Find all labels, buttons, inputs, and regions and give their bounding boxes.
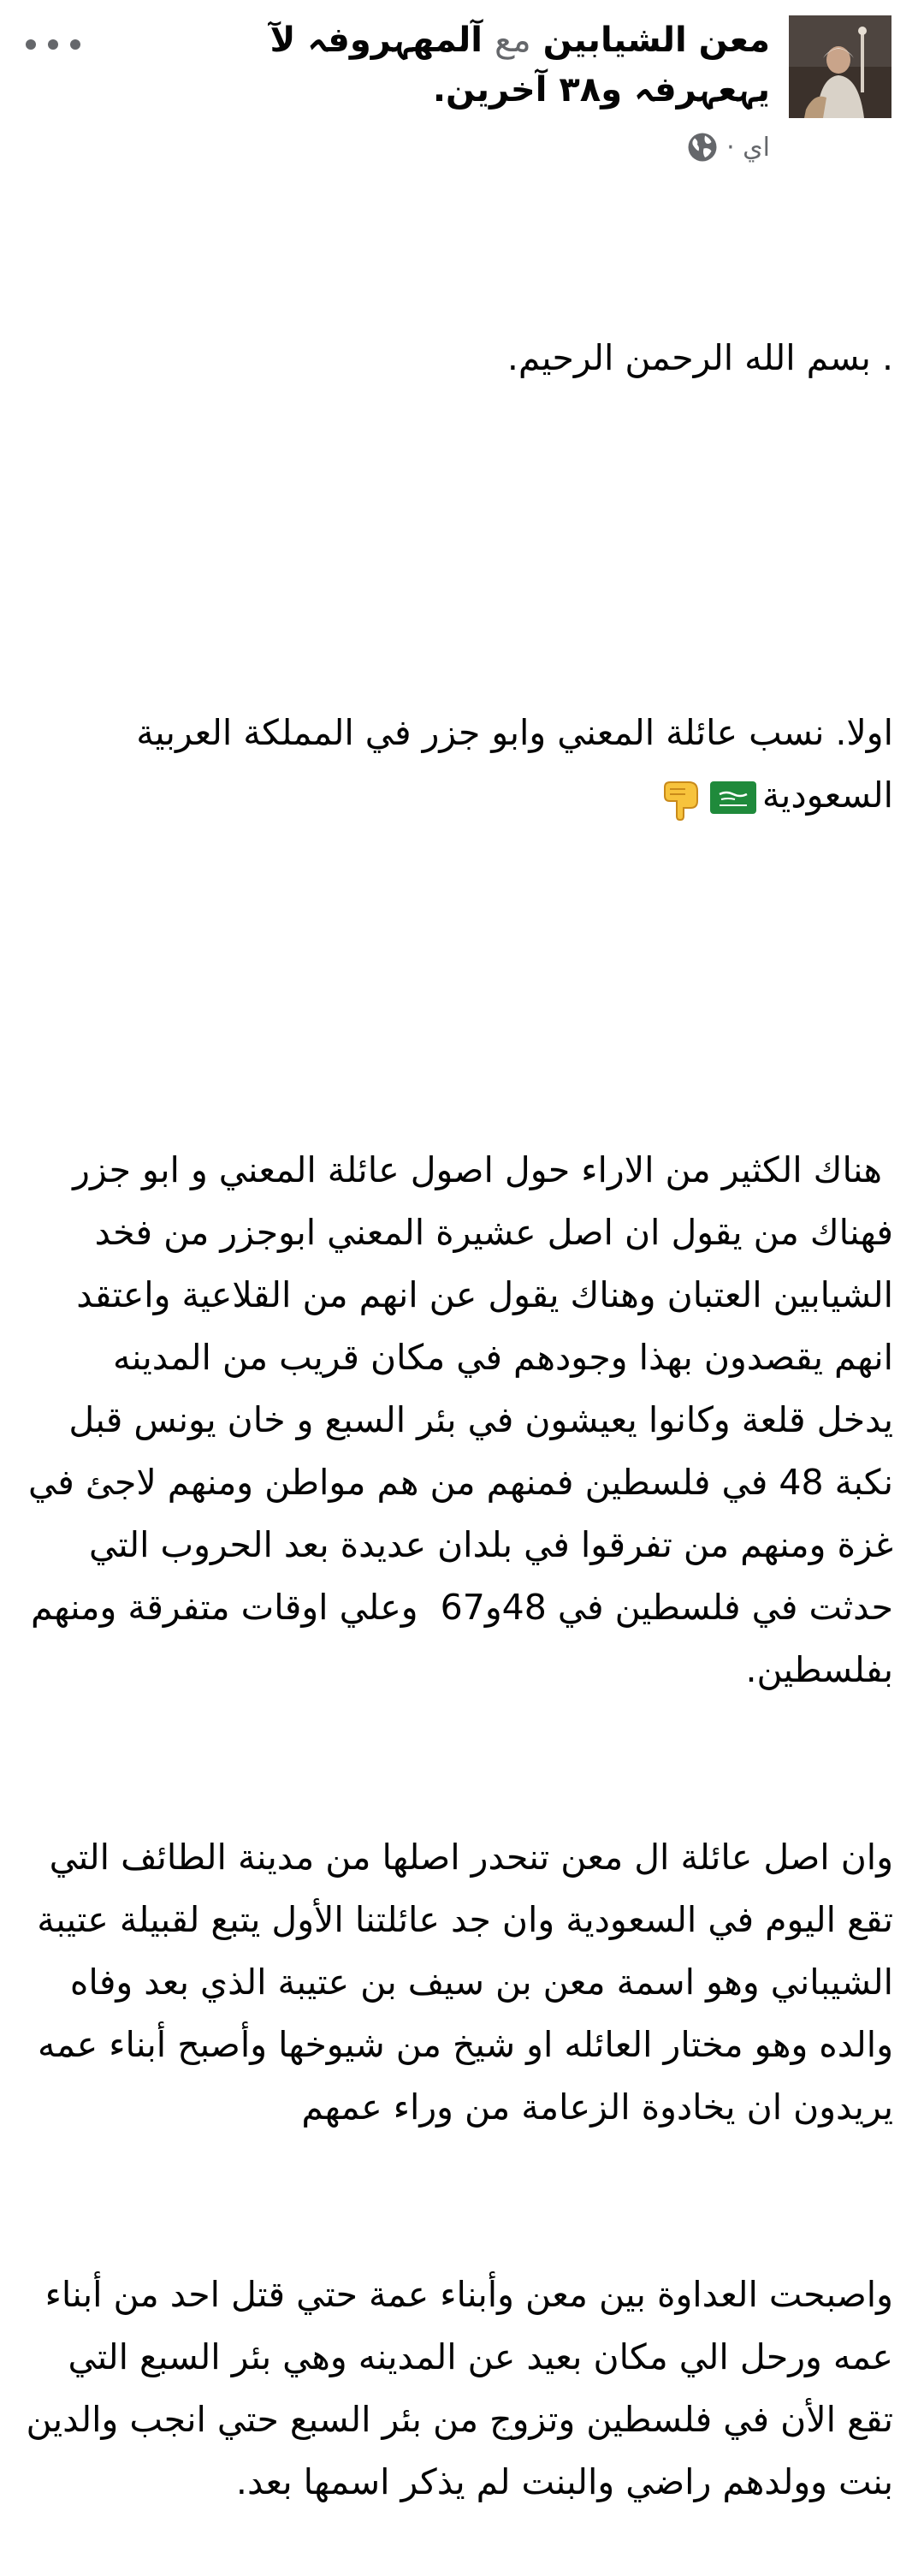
- post-header: [0, 12, 924, 163]
- more-horizontal-icon: [48, 39, 58, 50]
- heading-paragraph: [26, 702, 893, 827]
- globe-icon[interactable]: [687, 132, 718, 163]
- basmala-paragraph: . بسم الله الرحمن الرحيم.: [506, 337, 893, 378]
- paragraph-gap: [26, 952, 893, 1014]
- more-horizontal-icon: [26, 39, 36, 50]
- post-meta: [687, 132, 770, 163]
- author-line: [137, 15, 770, 115]
- body-paragraph-2: وان اصل عائلة ال معن تنحدر اصلها من مدينة الطائف التي تقع اليوم في السعودية وان جد عائلتنا الأول يتبع لقبيلة عتيبة الشيباني وهو اسمة معن بن سيف بن عتيبة الذي بعد وفاه والده وهو مختار العائله او شيخ من شيوخها وأصبح أبناء عمه يريدون ان يخادوة الزعامة من وراء عمهم: [26, 1837, 893, 2128]
- more-horizontal-icon: [70, 39, 80, 50]
- backhand-index-pointing-down-icon: [660, 775, 704, 820]
- more-options-button[interactable]: [26, 27, 80, 62]
- post-body: [15, 202, 893, 2576]
- saudi-flag-icon: [709, 781, 757, 815]
- author-name[interactable]: معن الشيابين: [542, 21, 770, 60]
- post-time[interactable]: اي ·: [726, 132, 770, 163]
- body-paragraph-1: هناك الكثير من الاراء حول اصول عائلة المعني و ابو جزر فهناك من يقول ان اصل عشيرة المعني ابوجزر من فخد الشيابين العتبان وهناك يقول عن انهم من القلاعية واعتقد انهم يقصدون بهذا وجودهم في مكان قريب من المدينه يدخل قلعة وكانوا يعيشون في بئر السبع و خان يونس قبل نكبة 48 في فلسطين فمنهم من هم مواطن ومنهم لاجئ في غزة ومنهم من تفرقوا في بلدان عديدة بعد الحروب التي حدثت في فلسطين في 48و67 وعلي اوقات متفرقة ومنهم بفلسطين.: [16, 1149, 893, 1690]
- with-word: مع: [494, 21, 531, 60]
- heading-text: اولا. نسب عائلة المعني وابو جزر في المملكة العربية السعودية: [125, 712, 893, 816]
- body-paragraph-3: واصبحت العداوة بين معن وأبناء عمة حتي قتل احد من أبناء عمه ورحل الي مكان بعيد عن المدينه وهي بئر السبع التي تقع الأن في فلسطين وتزوج من بئر السبع حتي انجب والدين بنت وولدهم راضي والبنت لم يذكر اسمها بعد.: [15, 2274, 893, 2502]
- paragraph-gap: [26, 514, 893, 577]
- author-avatar[interactable]: [789, 15, 891, 118]
- avatar-image: [789, 15, 891, 118]
- tagged-people[interactable]: آلمهہروفہ لآ يہعہرفہ و٣٨ آخرين.: [270, 21, 770, 110]
